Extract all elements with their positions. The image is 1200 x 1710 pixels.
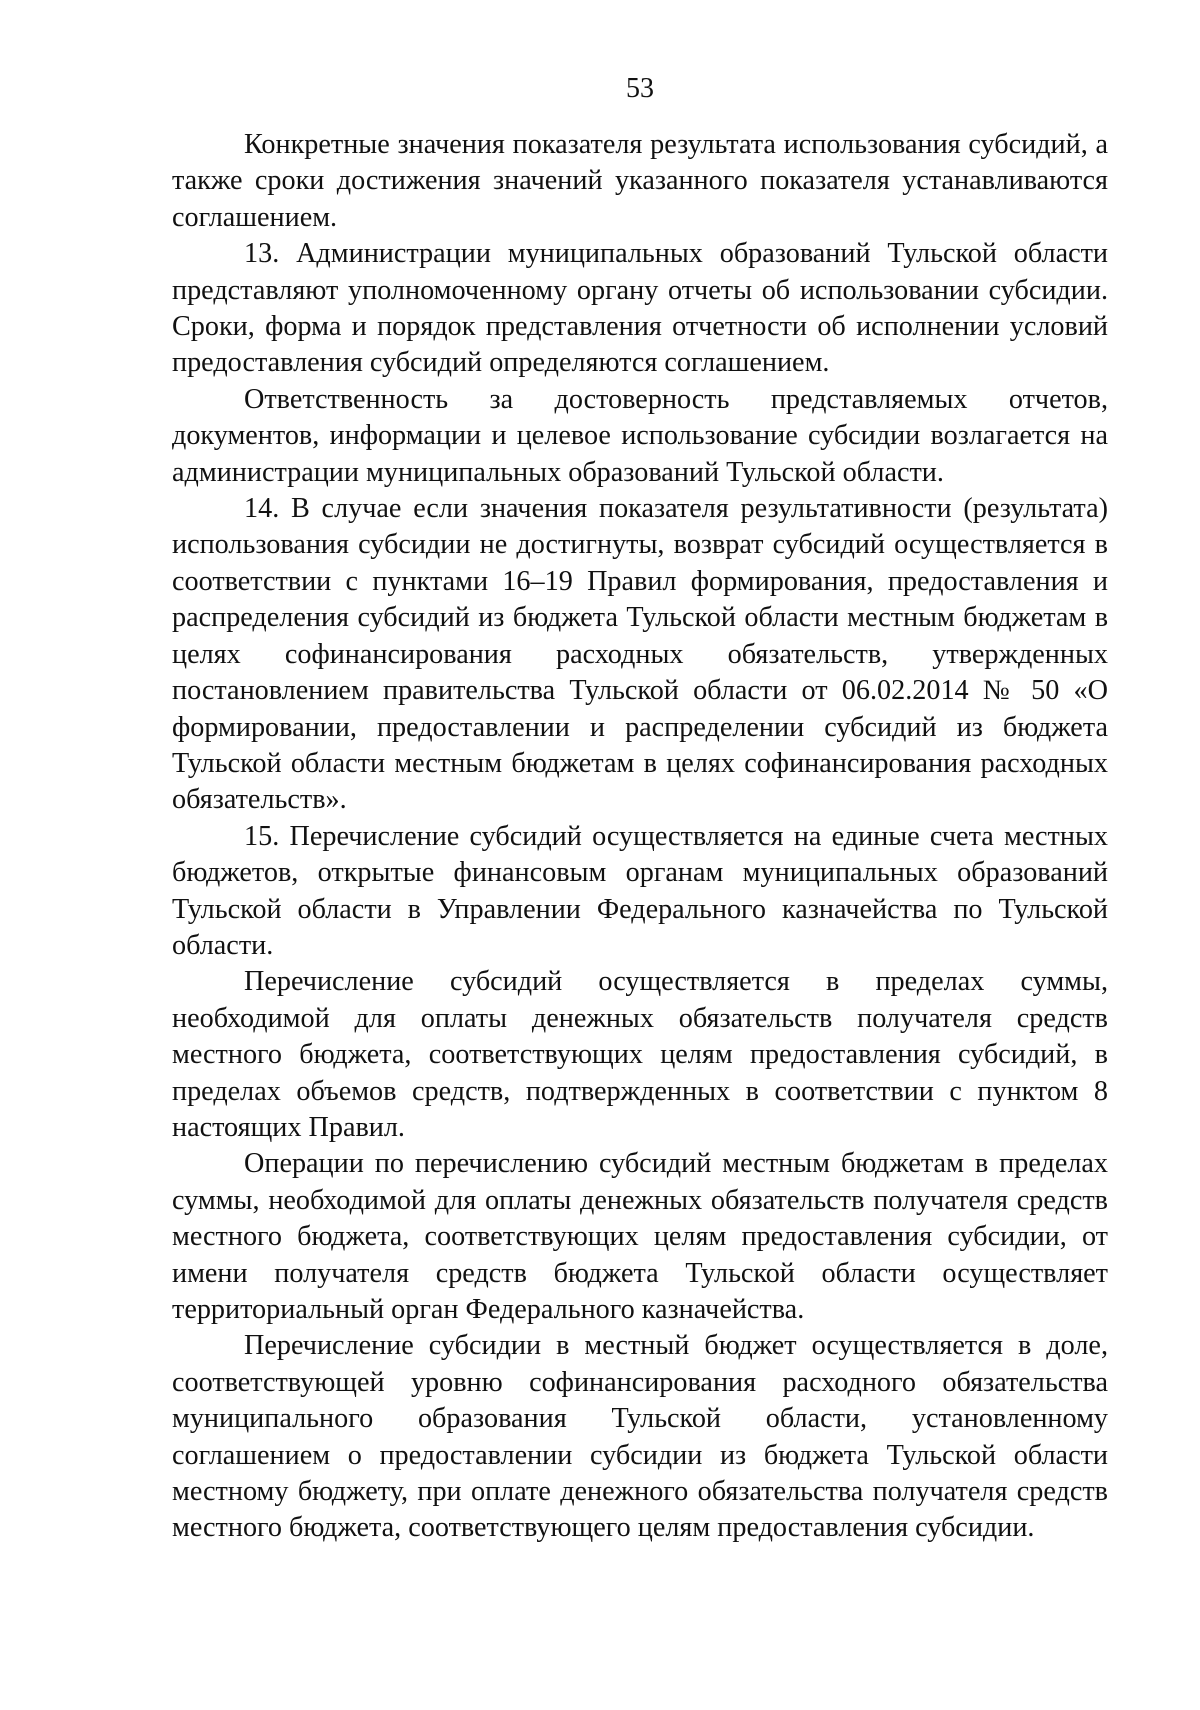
paragraph-transfer-limits: Перечисление субсидий осуществляется в пределах суммы, необходимой для оплаты денежных обязательств получателя средств местного бюджета, соответствующих целям предоставления субсидий, в пределах объемов средств, подтвержденных в соответствии с пунктом 8 настоящих Правил. <box>172 966 1108 1143</box>
paragraph-transfer-operations: Операции по перечислению субсидий местным бюджетам в пределах суммы, необходимой для оплаты денежных обязательств получателя средств местного бюджета, соответствующих целям предоставления субсидии, от имени получателя средств бюджета Тульской области осуществляет территориальный орган Федерального казначейства. <box>172 1148 1108 1325</box>
paragraph-14-return: 14. В случае если значения показателя результативности (результата) использования субсидии не достигнуты, возврат субсидий осуществляется в соответствии с пунктами 16–19 Правил формирования, предоставления и распределения субсидий из бюджета Тульской области местным бюджетам в целях софинансирования расходных обязательств, утвержденных постановлением правительства Тульской области от 06.02.2014 № 50 «О формировании, предоставлении и распределении субсидий из бюджета Тульской области местным бюджетам в целях софинансирования расходных обязательств». <box>172 493 1108 816</box>
paragraph-transfer-share: Перечисление субсидии в местный бюджет осуществляется в доле, соответствующей уровню софинансирования расходного обязательства муниципального образования Тульской области, установленному соглашением о предоставлении субсидии из бюджета Тульской области местному бюджету, при оплате денежного обязательства получателя средств местного бюджета, соответствующего целям предоставления субсидии. <box>172 1330 1108 1544</box>
page-number: 53 <box>626 73 654 104</box>
paragraph-responsibility: Ответственность за достоверность представляемых отчетов, документов, информации и целевое использование субсидии возлагается на администрации муниципальных образований Тульской области. <box>172 383 1108 488</box>
document-body <box>172 127 1108 1547</box>
paragraph-result-indicator: Конкретные значения показателя результата использования субсидий, а также сроки достижения значений указанного показателя устанавливаются соглашением. <box>172 129 1108 233</box>
paragraph-13-reports: 13. Администрации муниципальных образований Тульской области представляют уполномоченному органу отчеты об использовании субсидии. Сроки, форма и порядок представления отчетности об исполнении условий предоставления субсидий определяются соглашением. <box>172 238 1108 379</box>
paragraph-15-transfer: 15. Перечисление субсидий осуществляется на единые счета местных бюджетов, открытые финансовым органам муниципальных образований Тульской области в Управлении Федерального казначейства по Тульской области. <box>172 820 1108 961</box>
